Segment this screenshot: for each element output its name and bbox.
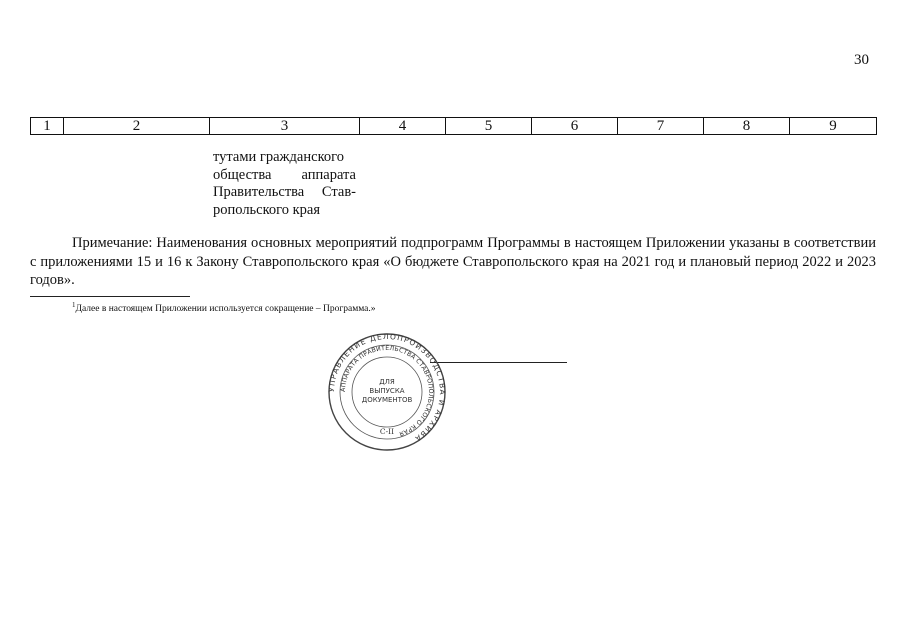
continued-cell-line: Правительства Став- xyxy=(213,184,356,200)
note-paragraph: Примечание: Наименования основных мероприятий подпрограмм Программы в настоящем Приложении указаны в соответствии с приложениями 15 и 16 к Закону Ставропольского края «О бюджете Ставропольского края на 2021 год и плановый период 2022 и 2023 годов». xyxy=(30,235,876,288)
column-number-row xyxy=(31,118,877,135)
official-seal-stamp xyxy=(327,332,447,452)
column-number-2: 2 xyxy=(64,118,210,135)
column-number-header-table xyxy=(30,117,877,135)
column-number-5: 5 xyxy=(446,118,532,135)
page-number: 30 xyxy=(854,52,869,68)
column-number-8: 8 xyxy=(704,118,790,135)
stamp-outer-text: УПРАВЛЕНИЕ ДЕЛОПРОИЗВОДСТВА И АРХИВА xyxy=(327,332,447,444)
continued-cell-text xyxy=(213,149,356,219)
footnote-text: Далее в настоящем Приложении используется сокращение – Программа.» xyxy=(75,304,376,315)
footnote-marker: 1 xyxy=(72,301,76,309)
stamp-center-line: ДЛЯ xyxy=(379,378,395,386)
continued-cell-line: ропольского края xyxy=(213,201,321,218)
stamp-inner-text: АППАРАТА ПРАВИТЕЛЬСТВА СТАВРОПОЛЬСКОГО КРАЯ xyxy=(339,344,435,438)
column-number-6: 6 xyxy=(532,118,618,135)
column-number-9: 9 xyxy=(790,118,877,135)
footnote-separator xyxy=(30,296,190,297)
column-number-4: 4 xyxy=(360,118,446,135)
continued-cell-line: тутами гражданского xyxy=(213,149,344,165)
column-number-3: 3 xyxy=(210,118,360,135)
signature-line xyxy=(430,362,567,363)
stamp-code: С-II xyxy=(379,427,395,436)
column-number-1: 1 xyxy=(31,118,64,135)
continued-cell-line: общества аппарата xyxy=(213,166,356,183)
stamp-center-line: ВЫПУСКА xyxy=(369,387,405,395)
footnote xyxy=(72,299,376,315)
stamp-center-line: ДОКУМЕНТОВ xyxy=(361,396,413,404)
column-number-7: 7 xyxy=(618,118,704,135)
